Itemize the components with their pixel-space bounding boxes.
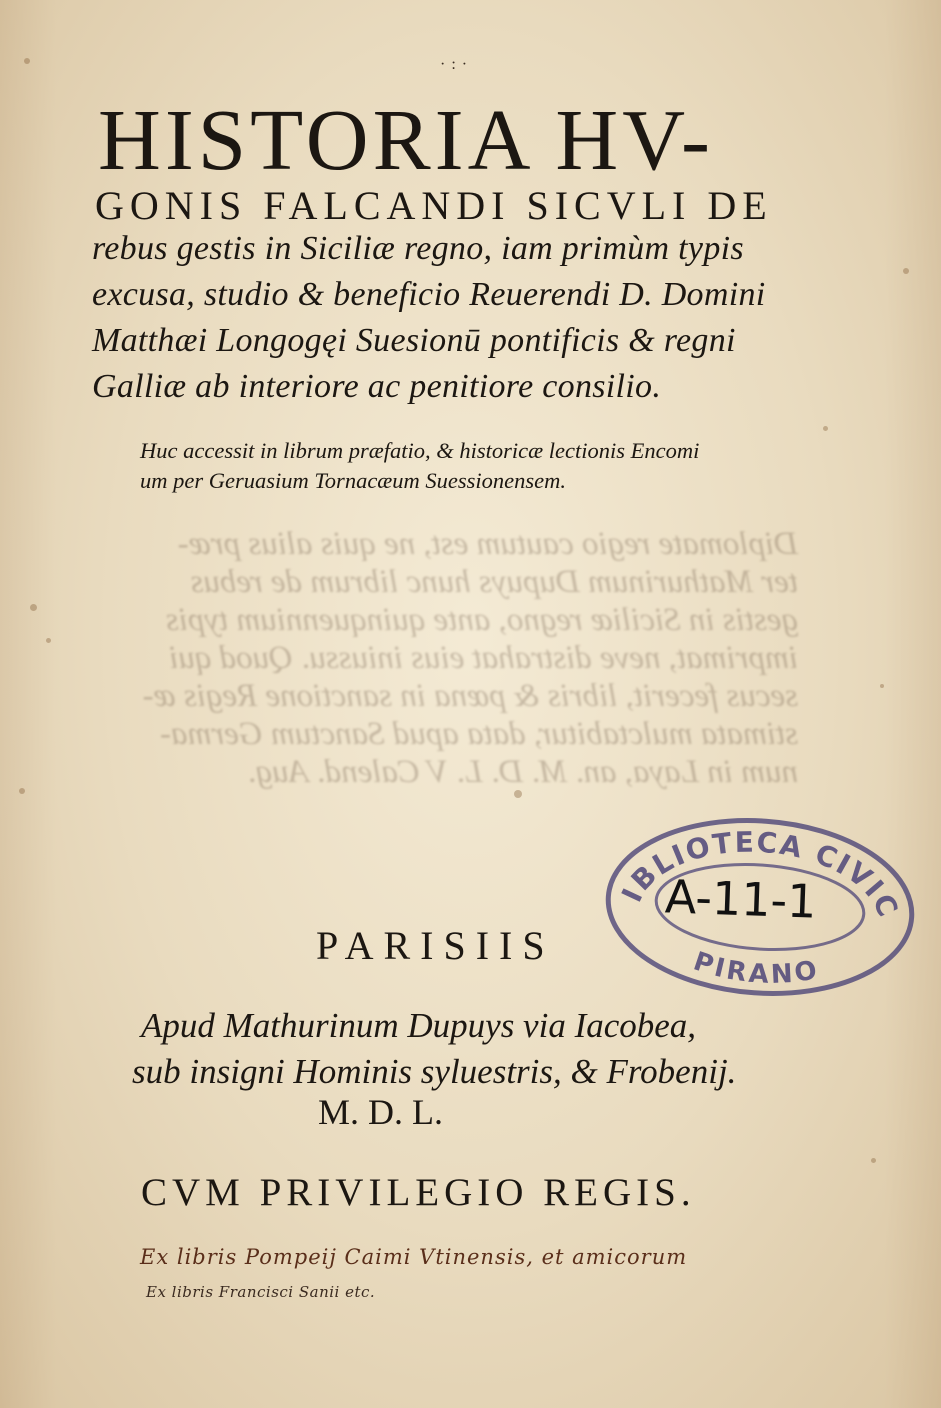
foxing-spot bbox=[823, 426, 828, 431]
imprint-line: Apud Mathurinum Dupuys via Iacobea, bbox=[141, 1006, 697, 1045]
show-through-line: imprimat, neve distrahat eius iniussu. Quod qui bbox=[169, 640, 798, 676]
foxing-spot bbox=[19, 788, 25, 794]
stamp-top-text: BIBLIOTECA CIVICA bbox=[615, 825, 906, 924]
note-line: um per Geruasium Tornacæum Suessionensem. bbox=[140, 468, 567, 493]
foxing-spot bbox=[46, 638, 51, 643]
shelfmark: A-11-1 bbox=[664, 869, 818, 929]
foxing-spot bbox=[24, 58, 30, 64]
show-through-text bbox=[98, 525, 798, 791]
show-through-line: ter Mathurinum Dupuys hunc librum de rebus bbox=[190, 564, 798, 600]
foxing-spot bbox=[880, 684, 884, 688]
body-line: Galliæ ab interiore ac penitiore consilio. bbox=[92, 368, 662, 405]
body-line: excusa, studio & beneficio Reuerendi D. Domini bbox=[92, 276, 766, 313]
show-through-line: gestis in Siciliæ regno, ante quinquennium typis bbox=[165, 602, 798, 638]
body-line: rebus gestis in Siciliæ regno, iam primùm typis bbox=[92, 230, 744, 267]
privilege-line: CVM PRIVILEGIO REGIS. bbox=[141, 1171, 696, 1214]
title-line-1: HISTORIA HV- bbox=[98, 91, 715, 188]
foxing-spot bbox=[30, 604, 37, 611]
foxing-spot bbox=[903, 268, 909, 274]
imprint-line: sub insigni Hominis syluestris, & Frobenij. bbox=[132, 1052, 737, 1091]
ownership-inscription: Ex libris Pompeij Caimi Vtinensis, et amicorum bbox=[140, 1245, 688, 1269]
foxing-spot bbox=[871, 1158, 876, 1163]
imprint-date: M. D. L. bbox=[318, 1092, 443, 1132]
place-of-publication: PARISIIS bbox=[316, 923, 555, 968]
head-ornament: ·:· bbox=[440, 56, 474, 73]
foxing-spot bbox=[514, 790, 522, 798]
body-line: Matthæi Longogęi Suesionū pontificis & regni bbox=[92, 322, 736, 359]
title-line-2: GONIS FALCANDI SICVLI DE bbox=[95, 183, 773, 228]
stamp-bottom-text: PIRANO bbox=[689, 946, 823, 990]
ownership-inscription: Ex libris Francisci Sanii etc. bbox=[146, 1283, 376, 1301]
show-through-line: num in Laya, an. M. D. L. V Calend. Aug. bbox=[247, 754, 798, 790]
note-line: Huc accessit in librum præfatio, & historicæ lectionis Encomi bbox=[140, 438, 700, 463]
show-through-line: secus fecerit, libris & pœna in sanctione Regis æ- bbox=[142, 678, 798, 714]
show-through-line: stimata mulctabitur, data apud Sanctum Germa- bbox=[160, 716, 798, 752]
show-through-line: Diplomate regio cautum est, ne quis alius præ- bbox=[177, 526, 798, 562]
